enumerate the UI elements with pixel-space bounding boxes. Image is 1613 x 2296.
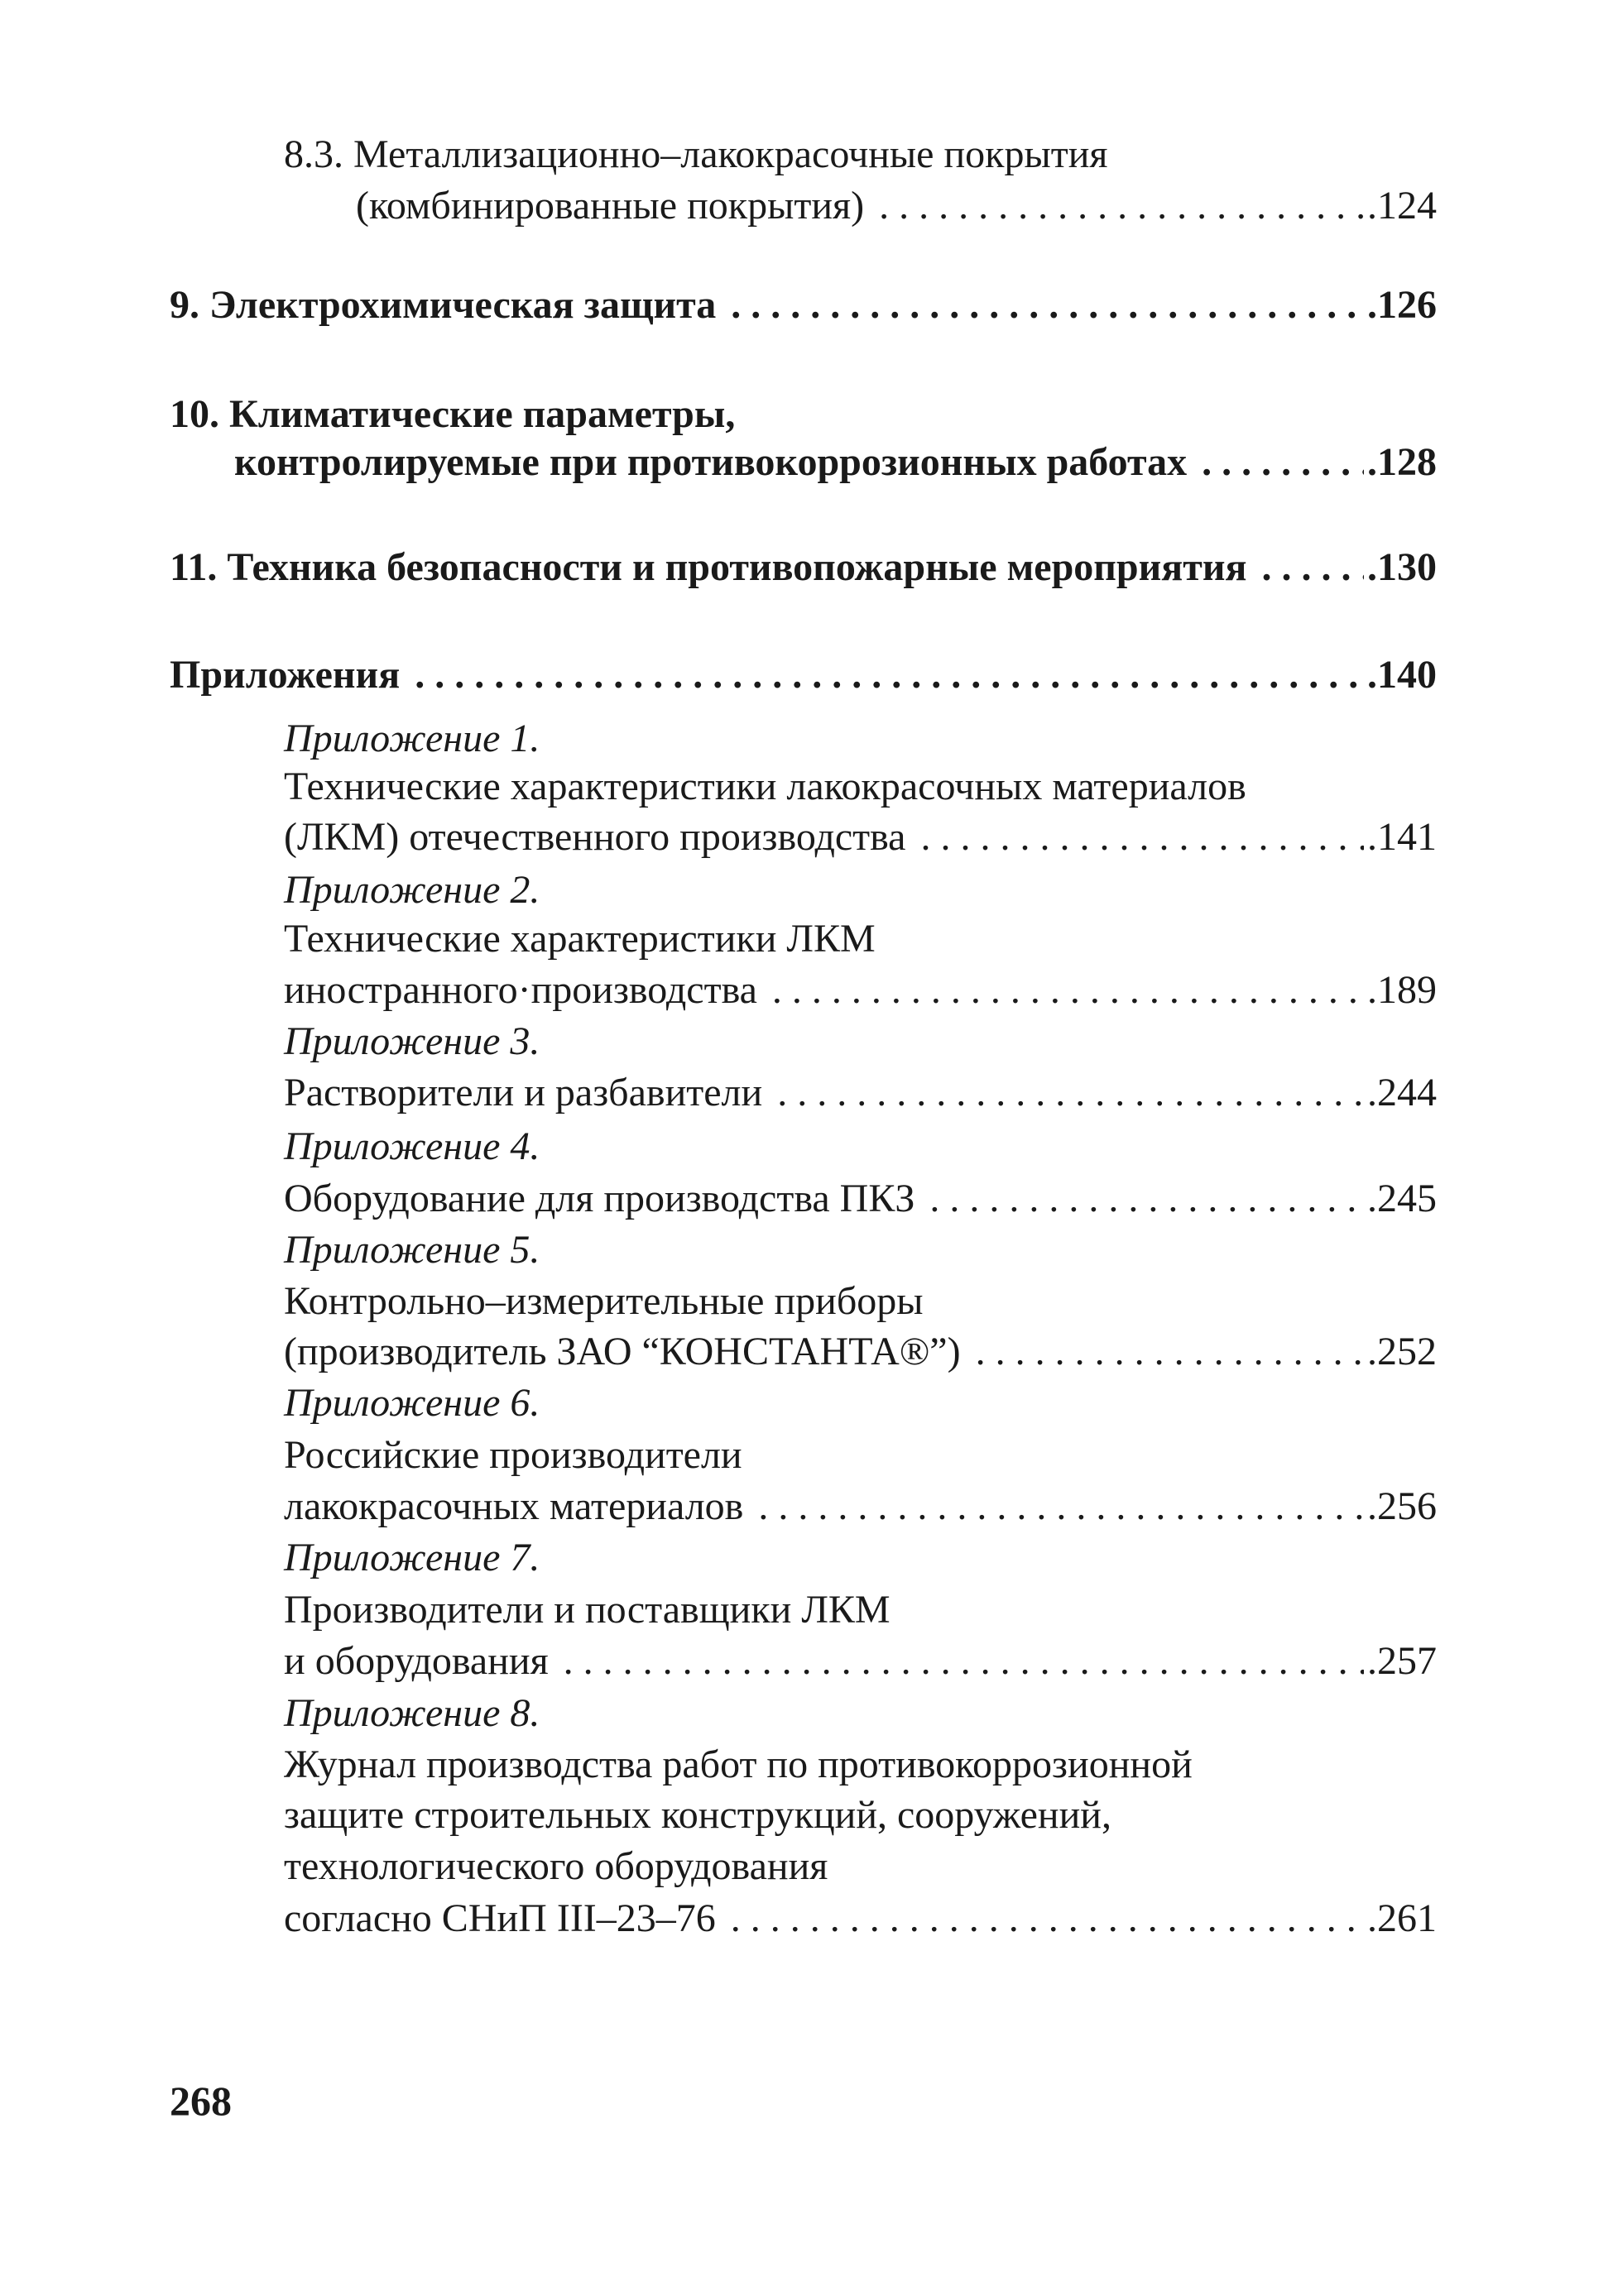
- toc-page-ref: .141: [1367, 815, 1437, 859]
- toc-entry-text: 11. Техника безопасности и противопожарные мероприятия: [170, 545, 1247, 589]
- toc-entry-text: согласно СНиП III–23–76: [284, 1896, 716, 1940]
- appendix-5-line1: Контрольно–измерительные приборы: [284, 1279, 924, 1323]
- toc-entry-text: контролируемые при противокоррозионных работах: [234, 440, 1188, 484]
- toc-entry-text: (ЛКМ) отечественного производства: [284, 815, 906, 859]
- appendix-6-line1: Российские производители: [284, 1433, 742, 1477]
- toc-entry-11: [170, 542, 1437, 593]
- leader-dots: [920, 812, 1364, 863]
- toc-entry-8-3-line1: 8.3. Металлизационно–лакокрасочные покрытия: [284, 132, 1108, 176]
- appendix-1-last: [284, 812, 1437, 863]
- toc-entry-10-line1: 10. Климатические параметры,: [170, 392, 736, 436]
- appendix-6-heading: Приложение 6.: [284, 1381, 540, 1425]
- toc-entry-text: (производитель ЗАО “КОНСТАНТА®”): [284, 1330, 961, 1373]
- toc-entry-text: лакокрасочных материалов: [284, 1484, 744, 1528]
- leader-dots: [976, 1326, 1364, 1378]
- appendix-7-last: [284, 1636, 1437, 1687]
- appendix-8-last: [284, 1893, 1437, 1944]
- toc-page-ref: .256: [1367, 1484, 1437, 1528]
- appendix-2-heading: Приложение 2.: [284, 868, 540, 912]
- toc-entry-text: Приложения: [170, 653, 401, 697]
- leader-dots: [731, 1893, 1364, 1944]
- toc-page-ref: .261: [1367, 1896, 1437, 1940]
- appendix-1-line1: Технические характеристики лакокрасочных материалов: [284, 765, 1246, 808]
- appendix-7-heading: Приложение 7.: [284, 1536, 540, 1579]
- leader-dots: [777, 1067, 1364, 1119]
- leader-dots: [758, 1481, 1364, 1532]
- page-number: 268: [170, 2078, 232, 2124]
- appendix-6-last: [284, 1481, 1437, 1532]
- appendix-8-line2: защите строительных конструкций, сооружений,: [284, 1793, 1111, 1837]
- toc-entry-text: и оборудования: [284, 1639, 549, 1683]
- toc-entry-text: Оборудование для производства ПКЗ: [284, 1177, 915, 1220]
- toc-entry-9: [170, 280, 1437, 331]
- toc-entry-text: иностранного·производства: [284, 968, 757, 1012]
- toc-page-ref: .245: [1367, 1177, 1437, 1220]
- toc-entry-10-line2: [234, 437, 1437, 488]
- leader-dots: [564, 1636, 1364, 1687]
- toc-page-ref: .124: [1367, 184, 1437, 228]
- appendix-1-heading: Приложение 1.: [284, 717, 540, 760]
- appendix-2-line1: Технические характеристики ЛКМ: [284, 917, 876, 961]
- toc-page-ref: .257: [1367, 1639, 1437, 1683]
- leader-dots: [415, 649, 1364, 701]
- toc-page-ref: .130: [1367, 545, 1437, 589]
- appendix-5-last: [284, 1326, 1437, 1378]
- toc-entry-text: 9. Электрохимическая защита: [170, 283, 717, 327]
- appendix-5-heading: Приложение 5.: [284, 1228, 540, 1272]
- appendix-7-line1: Производители и поставщики ЛКМ: [284, 1588, 891, 1632]
- toc-entry-text: (комбинированные покрытия): [356, 184, 865, 228]
- leader-dots: [929, 1173, 1364, 1225]
- leader-dots: [731, 280, 1364, 331]
- toc-entry-8-3-line2: [356, 180, 1437, 232]
- appendix-8-heading: Приложение 8.: [284, 1691, 540, 1735]
- appendix-8-line3: технологического оборудования: [284, 1844, 828, 1888]
- toc-entry-appendices: [170, 649, 1437, 701]
- appendix-4-last: [284, 1173, 1437, 1225]
- leader-dots: [1261, 542, 1364, 593]
- toc-page-ref: .140: [1367, 653, 1437, 697]
- toc-entry-text: Растворители и разбавители: [284, 1071, 763, 1114]
- leader-dots: [772, 965, 1364, 1016]
- appendix-3-heading: Приложение 3.: [284, 1019, 540, 1063]
- appendix-3-last: [284, 1067, 1437, 1119]
- toc-page-ref: .189: [1367, 968, 1437, 1012]
- toc-page-ref: .244: [1367, 1071, 1437, 1114]
- appendix-2-last: [284, 965, 1437, 1016]
- appendix-8-line1: Журнал производства работ по противокоррозионной: [284, 1742, 1193, 1786]
- leader-dots: [879, 180, 1364, 232]
- toc-page-ref: .126: [1367, 283, 1437, 327]
- leader-dots: [1202, 437, 1364, 488]
- toc-page-ref: .252: [1367, 1330, 1437, 1373]
- toc-page-ref: .128: [1367, 440, 1437, 484]
- appendix-4-heading: Приложение 4.: [284, 1124, 540, 1168]
